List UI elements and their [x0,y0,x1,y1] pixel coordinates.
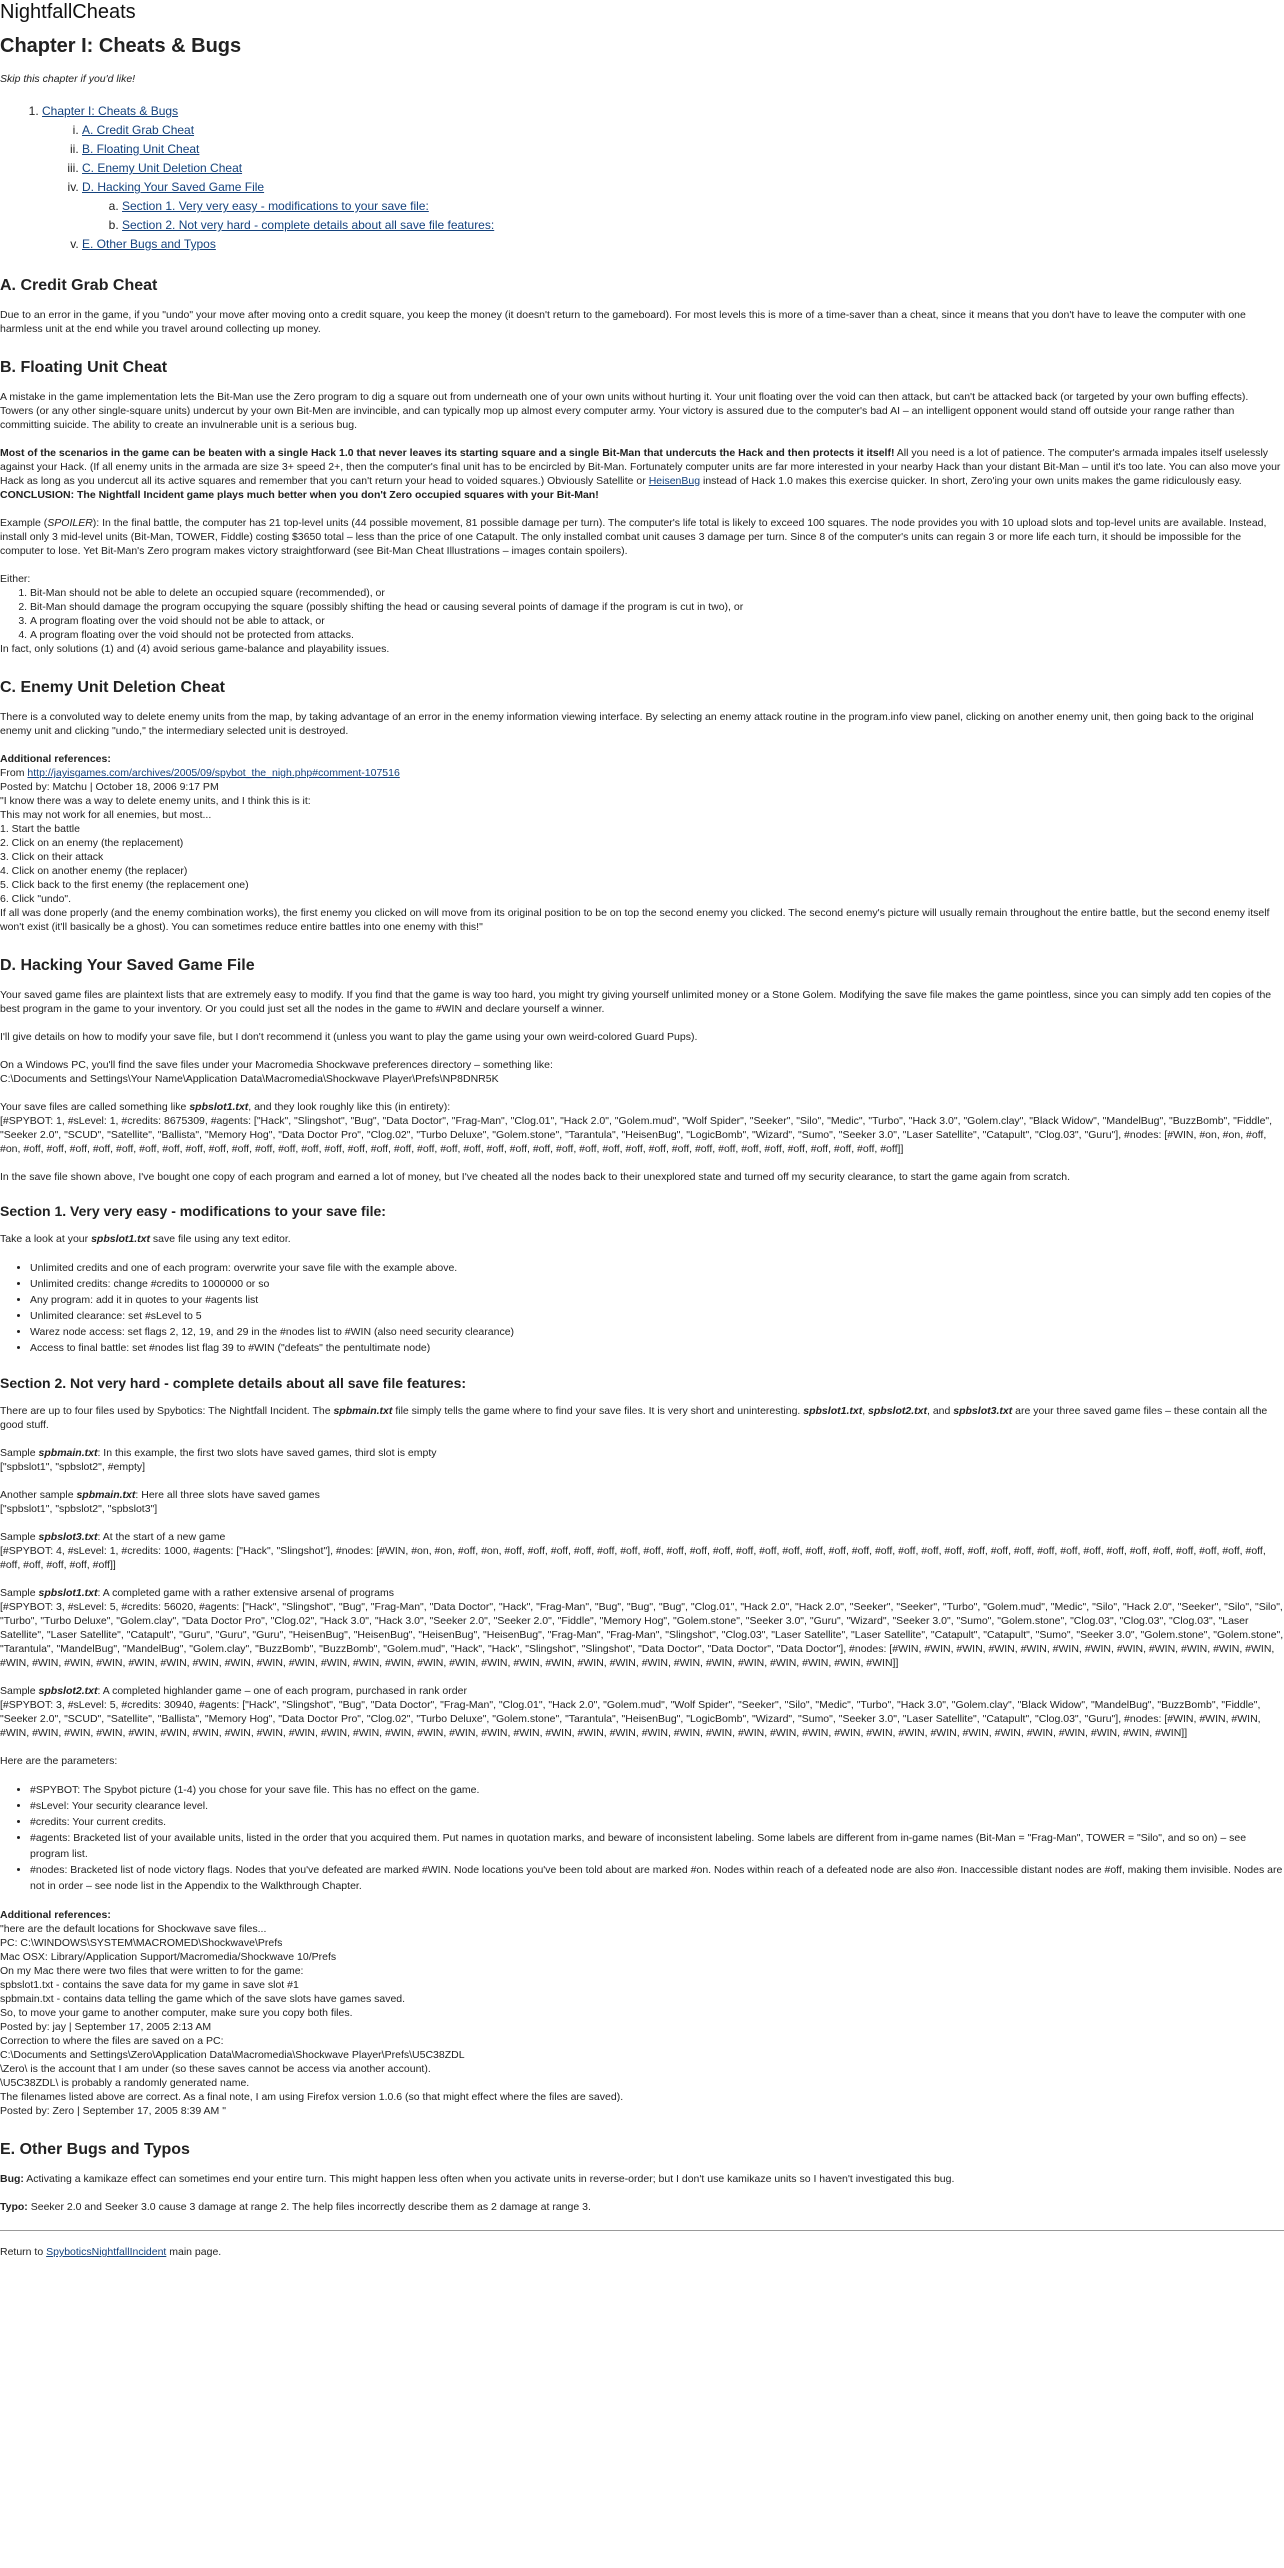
quote-line: On my Mac there were two files that were written to for the game: [0,1965,304,1977]
section-heading-enemy-deletion: C. Enemy Unit Deletion Cheat [0,679,225,696]
filename: spbslot1.txt [91,1233,150,1245]
quote-line: "I know there was a way to delete enemy units, and I think this is it: [0,795,311,807]
toc-item [82,178,1284,235]
floating-unit-text-2: Most of the scenarios in the game can be beaten with a single Hack 1.0 that never leaves its starting square and a single Bit-Man that undercuts the Hack and then protects it itself! All you need is a lot of patience. The computer's armada impales itself uselessly against your Hack. (If all enemy units in the armada are size 3+ speed 2+, then the computer's final unit has to be encircled by Bit-Man. Fortunately computer units are far more interested in your nearby Hack than your distant Bit-Man – until it's too late. You can also move your Hack as long as you undercut all its active squares and remember that you can't return your head to voided squares.) Obviously Satellite or HeisenBug instead of Hack 1.0 makes this exercise quicker. In short, Zero'ing your own units makes the game ridiculously easy. CONCLUSION: The Nightfall Incident game plays much better when you don't Zero occupied squares with your Bit-Man! [0,447,1281,501]
list-item: • Access to final battle: set #nodes list flag 39 to #WIN ("defeats" the pentultimate node) [30,1340,1284,1356]
toc-link-hacking[interactable]: D. Hacking Your Saved Game File [82,180,265,194]
hacking-text-1: Your saved game files are plaintext lists that are extremely easy to modify. If you find that the game is way too hard, you might try giving yourself unlimited money or a Stone Golem. Modifying the save file makes the game pointless, since you can simply add ten copies of the best program in the game to your inventory. Or you could just set all the nodes in the game to #WIN and declare yourself a winner. [0,989,1272,1015]
floating-unit-text: A mistake in the game implementation lets the Bit-Man use the Zero program to dig a square out from underneath one of your own units without hurting it. Your unit floating over the void can then attack, but can't be attacked back (or targeted by your own buffing effects). Towers (or any other single-square units) undercut by your own Bit-Men are invincible, and can typically mop up almost every computer army. Your victory is assured due to the computer's bad AI – an intelligent opponent would stand off outside your range rather than committing suicide. The ability to create an invulnerable unit is a serious bug. [0,391,1249,431]
list-item: • #sLevel: Your security clearance level. [30,1798,1284,1814]
section-heading-hacking: D. Hacking Your Saved Game File [0,957,255,974]
toc-item [42,102,1284,254]
list-item: • Any program: add it in quotes to your #agents list [30,1292,1284,1308]
bold-claim: Most of the scenarios in the game can be beaten with a single Hack 1.0 that never leaves its starting square and a single Bit-Man that undercuts the Hack and then protects it itself! [0,447,895,459]
save-file-data: [#SPYBOT: 1, #sLevel: 1, #credits: 8675309, #agents: ["Hack", "Slingshot", "Bug", "Data Doctor", "Frag-Man", "Clog.01", "Hack 2.0", "Golem.mud", "Wolf Spider", "Seeker", "Silo", "Medic", "Turbo", "Hack 3.0", "Golem.clay", "Black Widow", "MandelBug", "BuzzBomb", "Fiddle", "Seeker 2.0", "SCUD", "Satellite", "Ballista", "Memory Hog", "Data Doctor Pro", "Clog.02", "Turbo Deluxe", "Golem.stone", "Tarantula", "HeisenBug", "LogicBomb", "Wizard", "Sumo", "Seeker 3.0", "Laser Satellite", "Catapult", "Clog.03", "Guru"], #nodes: [#WIN, #on, #on, #off, #on, #off, #off, #off, #off, #off, #off, #off, #off, #off, #off, #off, #off, #off, #off, #off, #off, #off, #off, #off, #off, #off, #off, #off, #off, #off, #off, #off, #off, #off, #off, #off, #off, #off, #off, #off, #off, #off, #off]] [0,1115,1273,1155]
hacking-text-2: I'll give details on how to modify your save file, but I don't recommend it (unless you want to play the game using your own weird-colored Guard Pups). [0,1031,698,1043]
list-item: 3. A program floating over the void should not be able to attack, or [30,614,1284,628]
quote-line: 3. Click on their attack [0,851,104,863]
sample-spbslot3: Sample spbslot3.txt: At the start of a new game [#SPYBOT: 4, #sLevel: 1, #credits: 1000, #agents: ["Hack", "Slingshot"], #nodes: [#WIN, #on, #on, #off, #on, #off, #off, #off, #off, #off, #off, #off, #off, #off, #off, #off, #off, #off, #off, #off, #off, #off, #off, #off, #off, #off, #off, #off, #off, #off, #off, #off, #off, #off, #off, #off, #off, #off, #off, #off, #off, #off, #off]] [0,1530,1284,1572]
file-path: C:\Documents and Settings\Your Name\Application Data\Macromedia\Shockwave Player\Prefs\NP8DNR5K [0,1073,499,1085]
list-item: • #agents: Bracketed list of your available units, listed in the order that you acquired them. Put names in quotation marks, and beware of inconsistent labeling. Some labels are different from in-game names (Bit-Man = "Frag-Man", TOWER = "Silo", and so on) – see program list. [30,1830,1284,1862]
toc-link-chapter[interactable]: Chapter I: Cheats & Bugs [42,104,179,118]
section-1-heading: Section 1. Very very easy - modifications to your save file: [0,1203,386,1219]
bug-note: Bug: Activating a kamikaze effect can sometimes end your entire turn. This might happen less often when you activate units in reverse-order; but I don't use kamikaze units so I haven't investigated this bug. [0,2173,955,2185]
section-2-intro: There are up to four files used by Spybotics: The Nightfall Incident. The spbmain.txt file simply tells the game where to find your save files. It is very short and uninteresting. spbslot1.txt, spbslot2.txt, and spbslot3.txt are your three saved game files – these contain all the good stuff. [0,1405,1268,1431]
quote-line: If all was done properly (and the enemy combination works), the first enemy you clicked on will move from its original position to be on top the second enemy you clicked. The second enemy's picture will usually remain throughout the entire battle, but the second enemy itself won't exist (it'll basically be a ghost). You can sometimes reduce entire battles into one enemy with this!" [0,907,1270,933]
floating-unit-example: Example (SPOILER): In the final battle, the computer has 21 top-level units (44 possible movement, 81 possible damage per turn). The computer's life total is likely to exceed 100 squares. The node provides you with 10 upload slots and top-level units are available. Instead, install only 3 mid-level units (Bit-Man, TOWER, Fiddle) costing $3650 total – less than the price of one Catapult. The only installed combat unit causes 3 damage per turn. Since 8 of the computer's units can regain 3 or more life each turn, it should be impossible for the computer to lose. Yet Bit-Man's Zero program makes victory straightforward (see Bit-Man Cheat Illustrations – images contain spoilers). [0,517,1267,557]
toc-link-enemy-deletion[interactable]: C. Enemy Unit Deletion Cheat [82,161,243,175]
list-item: • Unlimited credits and one of each program: overwrite your save file with the example above. [30,1260,1284,1276]
quote-line: 6. Click "undo". [0,893,72,905]
list-item: • Warez node access: set flags 2, 12, 19, and 29 in the #nodes list to #WIN (also need security clearance) [30,1324,1284,1340]
quote-line: \Zero\ is the account that I am under (so these saves cannot be access via another account). [0,2063,431,2075]
quote-line: spbslot1.txt - contains the save data for my game in save slot #1 [0,1979,299,1991]
toc-item [82,159,1284,178]
main-page-link[interactable]: SpyboticsNightfallIncident [46,2246,167,2258]
jayisgames-link[interactable]: http://jayisgames.com/archives/2005/09/spybot_the_nigh.php#comment-107516 [27,767,400,779]
conclusion: CONCLUSION: The Nightfall Incident game plays much better when you don't Zero occupied squares with your Bit-Man! [0,489,599,501]
section-heading-other-bugs: E. Other Bugs and Typos [0,2141,190,2158]
filename: spbslot1.txt [189,1101,249,1113]
heisenbug-link[interactable]: HeisenBug [648,475,701,487]
toc-item [82,235,1284,254]
sample-data: ["spbslot1", "spbslot2", #empty] [0,1461,146,1473]
table-of-contents [0,102,1284,254]
hacking-text-5: In the save file shown above, I've bought one copy of each program and earned a lot of money, but I've cheated all the nodes back to their unexplored state and turned off my security clearance, to start the game again from scratch. [0,1171,1071,1183]
quote-line: 1. Start the battle [0,823,80,835]
toc-link-other-bugs[interactable]: E. Other Bugs and Typos [82,237,216,251]
quote-line: 5. Click back to the first enemy (the replacement one) [0,879,249,891]
divider [0,2230,1284,2231]
sample-data: [#SPYBOT: 3, #sLevel: 5, #credits: 56020, #agents: ["Hack", "Slingshot", "Bug", "Frag-Man", "Data Doctor", "Hack", "Frag-Man", "Bug", "Bug", "Bug", "Clog.01", "Hack 2.0", "Hack 2.0", "Seeker", "Seeker", "Turbo", "Golem.mud", "Medic", "Silo", "Hack 2.0", "Seeker", "Silo", "Silo", "Turbo", "Turbo Deluxe", "Golem.clay", "Data Doctor Pro", "Clog.02", "Hack 3.0", "Hack 3.0", "Seeker 2.0", "Seeker 2.0", "Fiddle", "Memory Hog", "Golem.stone", "Seeker 3.0", "Guru", "Wizard", "Seeker 3.0", "Sumo", "Golem.stone", "Clog.03", "Clog.03", "Clog.03", "Laser Satellite", "Laser Satellite", "Catapult", "Guru", "Guru", "Guru", "HeisenBug", "HeisenBug", "HeisenBug", "HeisenBug", "Frag-Man", "Frag-Man", "Slingshot", "Clog.03", "Laser Satellite", "Laser Satellite", "Catapult", "Catapult", "Sumo", "Seeker 3.0", "Golem.stone", "Golem.stone", "Tarantula", "MandelBug", "MandelBug", "Golem.clay", "BuzzBomb", "BuzzBomb", "Golem.mud", "Hack", "Hack", "Slingshot", "Slingshot", "Data Doctor", "Data Doctor", "Data Doctor"], #nodes: [#WIN, #WIN, #WIN, #WIN, #WIN, #WIN, #WIN, #WIN, #WIN, #WIN, #WIN, #WIN, #WIN, #WIN, #WIN, #WIN, #WIN, #WIN, #WIN, #WIN, #WIN, #WIN, #WIN, #WIN, #WIN, #WIN, #WIN, #WIN, #WIN, #WIN, #WIN, #WIN, #WIN, #WIN, #WIN, #WIN, #WIN, #WIN, #WIN, #WIN]] [0,1601,1284,1669]
floating-unit-options [0,572,1284,656]
enemy-references: Additional references: From http://jayisgames.com/archives/2005/09/spybot_the_nigh.php#comment-107516 Posted by: Matchu | October 18, 2006 9:17 PM "I know there was a way to delete enemy units, and I think this is it: This may not work for all enemies, but most... 1. Start the battle 2. Click on an enemy (the replacement) 3. Click on their attack 4. Click on another enemy (the replacer) 5. Click back to the first enemy (the replacement one) 6. Click "undo". If all was done properly (and the enemy combination works), the first enemy you clicked on will move from its original position to be on top the second enemy you clicked. The second enemy's picture will usually remain throughout the entire battle, but the second enemy itself won't exist (it'll basically be a ghost). You can sometimes reduce entire battles into one enemy with this!" [0,752,1284,934]
section-1-intro: Take a look at your spbslot1.txt save file using any text editor. [0,1233,291,1245]
quote-line: "here are the default locations for Shockwave save files... [0,1923,267,1935]
solutions-note: In fact, only solutions (1) and (4) avoid serious game-balance and playability issues. [0,643,390,655]
sample-spbslot1: Sample spbslot1.txt: A completed game with a rather extensive arsenal of programs [#SPYBOT: 3, #sLevel: 5, #credits: 56020, #agents: ["Hack", "Slingshot", "Bug", "Frag-Man", "Data Doctor", "Hack", "Frag-Man", "Bug", "Bug", "Bug", "Clog.01", "Hack 2.0", "Hack 2.0", "Seeker", "Seeker", "Turbo", "Golem.mud", "Medic", "Silo", "Hack 2.0", "Seeker", "Silo", "Silo", "Turbo", "Turbo Deluxe", "Golem.clay", "Data Doctor Pro", "Clog.02", "Hack 3.0", "Hack 3.0", "Seeker 2.0", "Seeker 2.0", "Fiddle", "Memory Hog", "Golem.stone", "Seeker 3.0", "Guru", "Wizard", "Seeker 3.0", "Sumo", "Golem.stone", "Clog.03", "Clog.03", "Clog.03", "Laser Satellite", "Laser Satellite", "Catapult", "Guru", "Guru", "Guru", "HeisenBug", "HeisenBug", "HeisenBug", "HeisenBug", "Frag-Man", "Frag-Man", "Slingshot", "Clog.03", "Laser Satellite", "Laser Satellite", "Catapult", "Catapult", "Sumo", "Seeker 3.0", "Golem.stone", "Golem.stone", "Tarantula", "MandelBug", "MandelBug", "Golem.clay", "BuzzBomb", "BuzzBomb", "Golem.mud", "Hack", "Hack", "Slingshot", "Slingshot", "Data Doctor", "Data Doctor", "Data Doctor"], #nodes: [#WIN, #WIN, #WIN, #WIN, #WIN, #WIN, #WIN, #WIN, #WIN, #WIN, #WIN, #WIN, #WIN, #WIN, #WIN, #WIN, #WIN, #WIN, #WIN, #WIN, #WIN, #WIN, #WIN, #WIN, #WIN, #WIN, #WIN, #WIN, #WIN, #WIN, #WIN, #WIN, #WIN, #WIN, #WIN, #WIN, #WIN, #WIN, #WIN, #WIN]] [0,1587,1284,1669]
quote-line: Correction to where the files are saved on a PC: [0,2035,224,2047]
section-2-heading: Section 2. Not very hard - complete details about all save file features: [0,1375,467,1391]
toc-item [82,140,1284,159]
section-heading-floating-unit: B. Floating Unit Cheat [0,359,168,376]
list-item: • #nodes: Bracketed list of node victory flags. Nodes that you've defeated are marked #WIN. Node locations you've been told about are marked #on. Nodes within reach of a defeated node are also #on. Inaccessible distant nodes are #off, making them invisible. Nodes are not in order – see node list in the Appendix to the Walkthrough Chapter. [30,1862,1284,1894]
list-item: • Unlimited credits: change #credits to 1000000 or so [30,1276,1284,1292]
sample-data: ["spbslot1", "spbslot2", "spbslot3"] [0,1503,158,1515]
sample-spbmain-2: Another sample spbmain.txt: Here all three slots have saved games ["spbslot1", "spbslot2", "spbslot3"] [0,1488,1284,1516]
references-label: Additional references: [0,1909,111,1921]
toc-item [82,121,1284,140]
parameters-list [0,1782,1284,1894]
list-item: 1. Bit-Man should not be able to delete an occupied square (recommended), or [30,586,1284,600]
toc-item [122,197,1284,216]
quote-line: Posted by: jay | September 17, 2005 2:13 AM [0,2021,212,2033]
section-heading-credit-grab: A. Credit Grab Cheat [0,277,158,294]
quote-line: So, to move your game to another computer, make sure you copy both files. [0,2007,353,2019]
quote-line: Posted by: Zero | September 17, 2005 8:39 AM " [0,2105,226,2117]
skip-note: Skip this chapter if you'd like! [0,73,136,85]
quote-line: 4. Click on another enemy (the replacer) [0,865,188,877]
options-list [0,586,1284,642]
parameters-label: Here are the parameters: [0,1755,118,1767]
toc-link-floating-unit[interactable]: B. Floating Unit Cheat [82,142,200,156]
typo-note: Typo: Seeker 2.0 and Seeker 3.0 cause 3 damage at range 2. The help files incorrectly describe them as 2 damage at range 3. [0,2201,591,2213]
hacking-path: On a Windows PC, you'll find the save files under your Macromedia Shockwave preferences directory – something like: C:\Documents and Settings\Your Name\Application Data\Macromedia\Shockwave Player\Prefs\NP8DNR5K [0,1058,1284,1086]
either-label: Either: [0,573,31,585]
list-item: 2. Bit-Man should damage the program occupying the square (possibly shifting the head or causing several points of damage if the program is cut in two), or [30,600,1284,614]
references-label: Additional references: [0,753,111,765]
cheat-list [0,1260,1284,1356]
save-references [0,1908,1284,2118]
quote-line: spbmain.txt - contains data telling the game which of the save slots have games saved. [0,1993,406,2005]
quote-line: \U5C38ZDL\ is probably a randomly generated name. [0,2077,250,2089]
sample-spbslot2: Sample spbslot2.txt: A completed highlander game – one of each program, purchased in rank order [#SPYBOT: 3, #sLevel: 5, #credits: 30940, #agents: ["Hack", "Slingshot", "Bug", "Data Doctor", "Frag-Man", "Clog.01", "Hack 2.0", "Golem.mud", "Wolf Spider", "Seeker", "Silo", "Medic", "Turbo", "Hack 3.0", "Golem.clay", "Black Widow", "MandelBug", "BuzzBomb", "Fiddle", "Seeker 2.0", "SCUD", "Satellite", "Ballista", "Memory Hog", "Data Doctor Pro", "Clog.02", "Turbo Deluxe", "Golem.stone", "Tarantula", "HeisenBug", "LogicBomb", "Wizard", "Sumo", "Seeker 3.0", "Laser Satellite", "Catapult", "Clog.03", "Guru"], #nodes: [#WIN, #WIN, #WIN, #WIN, #WIN, #WIN, #WIN, #WIN, #WIN, #WIN, #WIN, #WIN, #WIN, #WIN, #WIN, #WIN, #WIN, #WIN, #WIN, #WIN, #WIN, #WIN, #WIN, #WIN, #WIN, #WIN, #WIN, #WIN, #WIN, #WIN, #WIN, #WIN, #WIN, #WIN, #WIN, #WIN, #WIN, #WIN, #WIN, #WIN]] [0,1684,1284,1740]
toc-link-credit-grab[interactable]: A. Credit Grab Cheat [82,123,195,137]
list-item: • Unlimited clearance: set #sLevel to 5 [30,1308,1284,1324]
list-item: 4. A program floating over the void should not be protected from attacks. [30,628,1284,642]
quote-line: The filenames listed above are correct. As a final note, I am using Firefox version 1.0.6 (so that might effect where the files are saved). [0,2091,624,2103]
list-item: • #credits: Your current credits. [30,1814,1284,1830]
quote-line: C:\Documents and Settings\Zero\Application Data\Macromedia\Shockwave Player\Prefs\U5C38ZDL [0,2049,465,2061]
enemy-deletion-text: There is a convoluted way to delete enemy units from the map, by taking advantage of an error in the enemy information viewing interface. By selecting an enemy attack routine in the program.info view panel, clicking on another enemy unit, then going back to the original enemy unit and clicking "undo," the intermediary selected unit is destroyed. [0,711,1254,737]
site-title: NightfallCheats [0,1,136,23]
page-title: Chapter I: Cheats & Bugs [0,35,242,57]
list-item: • #SPYBOT: The Spybot picture (1-4) you chose for your save file. This has no effect on the game. [30,1782,1284,1798]
quote-line: 2. Click on an enemy (the replacement) [0,837,184,849]
sample-data: [#SPYBOT: 4, #sLevel: 1, #credits: 1000, #agents: ["Hack", "Slingshot"], #nodes: [#WIN, #on, #on, #off, #on, #off, #off, #off, #off, #off, #off, #off, #off, #off, #off, #off, #off, #off, #off, #off, #off, #off, #off, #off, #off, #off, #off, #off, #off, #off, #off, #off, #off, #off, #off, #off, #off, #off, #off, #off, #off, #off, #off]] [0,1545,1266,1571]
hacking-example: Your save files are called something like spbslot1.txt, and they look roughly like this (in entirety): [#SPYBOT: 1, #sLevel: 1, #credits: 8675309, #agents: ["Hack", "Slingshot", "Bug", "Data Doctor", "Frag-Man", "Clog.01", "Hack 2.0", "Golem.mud", "Wolf Spider", "Seeker", "Silo", "Medic", "Turbo", "Hack 3.0", "Golem.clay", "Black Widow", "MandelBug", "BuzzBomb", "Fiddle", "Seeker 2.0", "SCUD", "Satellite", "Ballista", "Memory Hog", "Data Doctor Pro", "Clog.02", "Turbo Deluxe", "Golem.stone", "Tarantula", "HeisenBug", "LogicBomb", "Wizard", "Sumo", "Seeker 3.0", "Laser Satellite", "Catapult", "Clog.03", "Guru"], #nodes: [#WIN, #on, #on, #off, #on, #off, #off, #off, #off, #off, #off, #off, #off, #off, #off, #off, #off, #off, #off, #off, #off, #off, #off, #off, #off, #off, #off, #off, #off, #off, #off, #off, #off, #off, #off, #off, #off, #off, #off, #off, #off, #off, #off]] [0,1100,1284,1156]
credit-grab-text: Due to an error in the game, if you "undo" your move after moving onto a credit square, you keep the money (it doesn't return to the gameboard). For most levels this is more of a time-saver than a cheat, since it means that you don't have to leave the computer with one harmless unit at the end while you travel around collecting up money. [0,309,1246,335]
quote-line: Mac OSX: Library/Application Support/Macromedia/Shockwave 10/Prefs [0,1951,337,1963]
footer-return: Return to SpyboticsNightfallIncident main page. [0,2246,222,2258]
toc-item [122,216,1284,235]
quote-line: Posted by: Matchu | October 18, 2006 9:17 PM [0,781,219,793]
quote-line: This may not work for all enemies, but most... [0,809,212,821]
quote-line: PC: C:\WINDOWS\SYSTEM\MACROMED\Shockwave\Prefs [0,1937,283,1949]
sample-spbmain-1: Sample spbmain.txt: In this example, the first two slots have saved games, third slot is empty ["spbslot1", "spbslot2", #empty] [0,1446,1284,1474]
toc-link-section-2[interactable]: Section 2. Not very hard - complete details about all save file features: [122,218,495,232]
sample-data: [#SPYBOT: 3, #sLevel: 5, #credits: 30940, #agents: ["Hack", "Slingshot", "Bug", "Data Doctor", "Frag-Man", "Clog.01", "Hack 2.0", "Golem.mud", "Wolf Spider", "Seeker", "Silo", "Medic", "Turbo", "Hack 3.0", "Golem.clay", "Black Widow", "MandelBug", "BuzzBomb", "Fiddle", "Seeker 2.0", "SCUD", "Satellite", "Ballista", "Memory Hog", "Data Doctor Pro", "Clog.02", "Turbo Deluxe", "Golem.stone", "Tarantula", "HeisenBug", "LogicBomb", "Wizard", "Sumo", "Seeker 3.0", "Laser Satellite", "Catapult", "Clog.03", "Guru"], #nodes: [#WIN, #WIN, #WIN, #WIN, #WIN, #WIN, #WIN, #WIN, #WIN, #WIN, #WIN, #WIN, #WIN, #WIN, #WIN, #WIN, #WIN, #WIN, #WIN, #WIN, #WIN, #WIN, #WIN, #WIN, #WIN, #WIN, #WIN, #WIN, #WIN, #WIN, #WIN, #WIN, #WIN, #WIN, #WIN, #WIN, #WIN, #WIN, #WIN, #WIN]] [0,1699,1261,1739]
toc-link-section-1[interactable]: Section 1. Very very easy - modifications to your save file: [122,199,429,213]
